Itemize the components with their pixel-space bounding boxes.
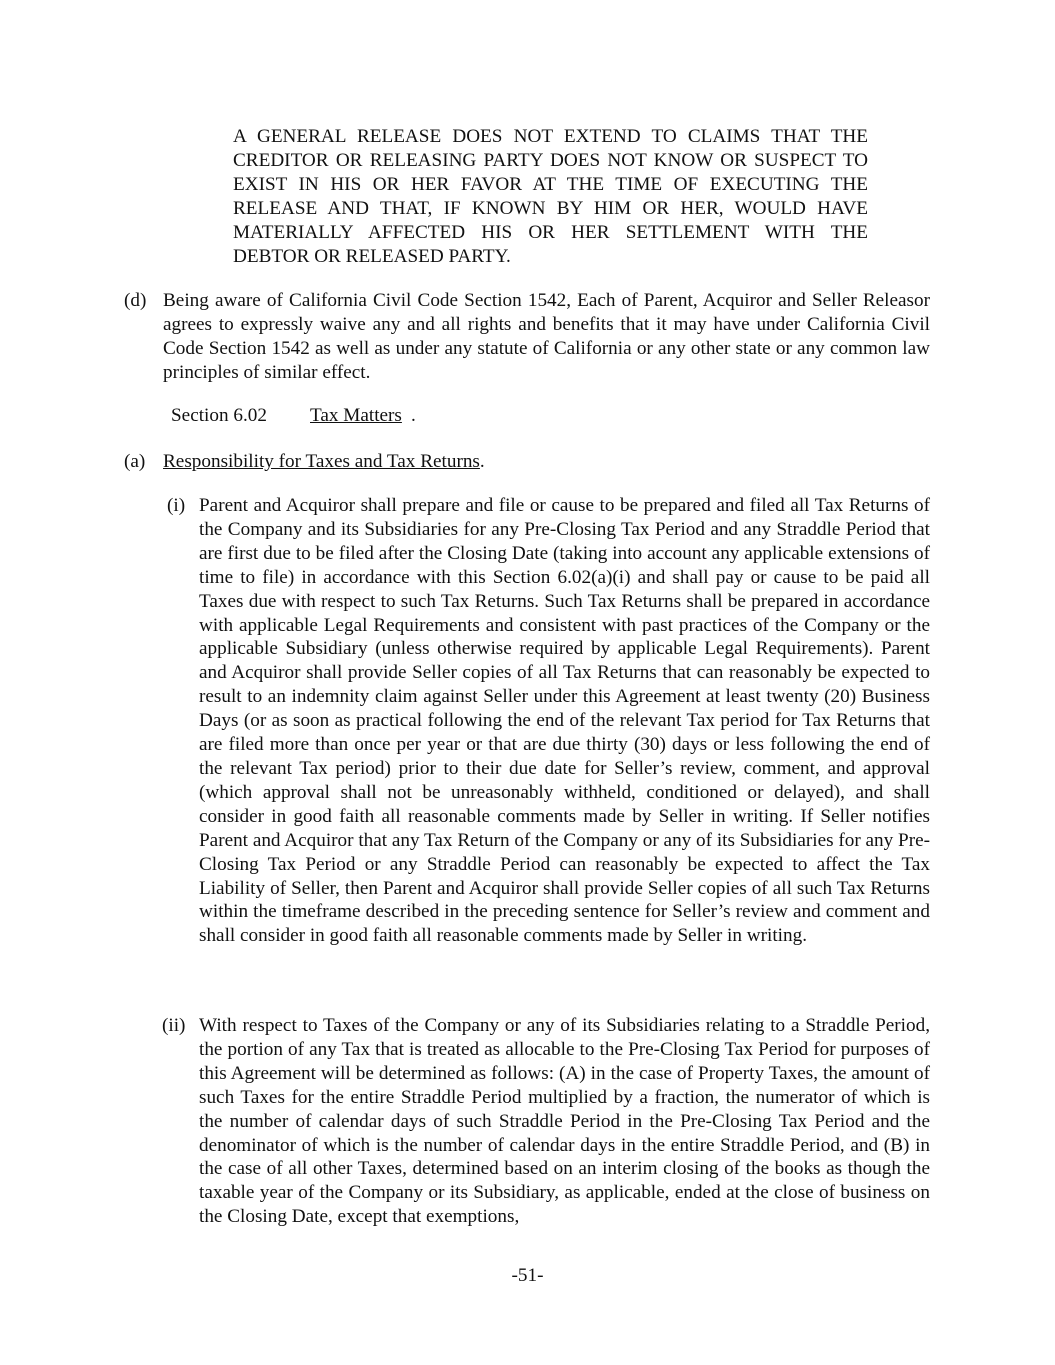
section-title-wrap [310, 404, 402, 428]
paragraph-ii-label: (ii) [162, 1015, 186, 1036]
paragraph-i-text: Parent and Acquiror shall prepare and file or cause to be prepared and filed all Tax Returns of the Company and its Subsidiaries for any Pre-Closing Tax Period and any Straddle Period that are first due to be filed after the Closing Date (taking into account any applicable extensions of time to file) in accordance with this Section 6.02(a)(i) and shall pay or cause to be paid all Taxes due with respect to such Tax Returns. Such Tax Returns shall be prepared in accordance with applicable Legal Requirements and consistent with past practices of the Company or the applicable Subsidiary (unless otherwise required by applicable Legal Requirements). Parent and Acquiror shall provide Seller copies of all Tax Returns that can reasonably be expected to result to an indemnity claim against Seller under this Agreement at least twenty (20) Business Days (or as soon as practical following the end of the relevant Tax period for Tax Returns that are filed more than once per year or that are due thirty (30) days or less following the end of the relevant Tax period) prior to their due date for Seller’s review, comment, and approval (which approval shall not be unreasonably withheld, conditioned or delayed), and shall consider in good faith all reasonable comments made by Seller in writing. If Seller notifies Parent and Acquiror that any Tax Return of the Company or any of its Subsidiaries for any Pre-Closing Tax Period or any Straddle Period can reasonably be expected to affect the Tax Liability of Seller, then Parent and Acquiror shall provide Seller copies of all such Tax Returns within the timeframe described in the preceding sentence for Seller’s review and comment and shall consider in good faith all reasonable comments made by Seller in writing. [199, 495, 930, 947]
paragraph-a-heading-period: . [479, 451, 485, 472]
paragraph-a-label: (a) [124, 451, 146, 472]
paragraph-a-heading-text: Responsibility for Taxes and Tax Returns [163, 451, 480, 472]
paragraph-d-text: Being aware of California Civil Code Section 1542, Each of Parent, Acquiror and Seller Releasor agrees to expressly waive any and all rights and benefits that it may have under California Civil Code Section 1542 as well as under any statute of California or any other state or any common law principles of similar effect. [163, 290, 930, 383]
section-title: Tax Matters [310, 405, 402, 426]
section-heading [171, 404, 416, 428]
page-number: -51- [511, 1265, 544, 1286]
release-quote-block: A GENERAL RELEASE DOES NOT EXTEND TO CLAIMS THAT THE CREDITOR OR RELEASING PARTY DOES NOT KNOW OR SUSPECT TO EXIST IN HIS OR HER FAVOR AT THE TIME OF EXECUTING THE RELEASE AND THAT, IF KNOWN BY HIM OR HER, WOULD HAVE MATERIALLY AFFECTED HIS OR HER SETTLEMENT WITH THE DEBTOR OR RELEASED PARTY. [233, 126, 868, 267]
paragraph-a-heading [163, 450, 485, 474]
paragraph-ii-text: With respect to Taxes of the Company or any of its Subsidiaries relating to a Straddle Period, the portion of any Tax that is treated as allocable to the Pre-Closing Tax Period for purposes of this Agreement will be determined as follows: (A) in the case of Property Taxes, the amount of such Taxes for the entire Straddle Period multiplied by a fraction, the numerator of which is the number of calendar days of such Straddle Period in the Pre-Closing Tax Period and the denominator of which is the number of calendar days in the entire Straddle Period, and (B) in the case of all other Taxes, determined based on an interim closing of the books as though the taxable year of the Company or its Subsidiary, as applicable, ended at the close of business on the Closing Date, except that exemptions, [199, 1015, 930, 1228]
section-title-period: . [411, 405, 416, 426]
paragraph-d-label: (d) [124, 290, 147, 311]
paragraph-i-label: (i) [167, 495, 186, 516]
section-number: Section 6.02 [171, 405, 267, 426]
